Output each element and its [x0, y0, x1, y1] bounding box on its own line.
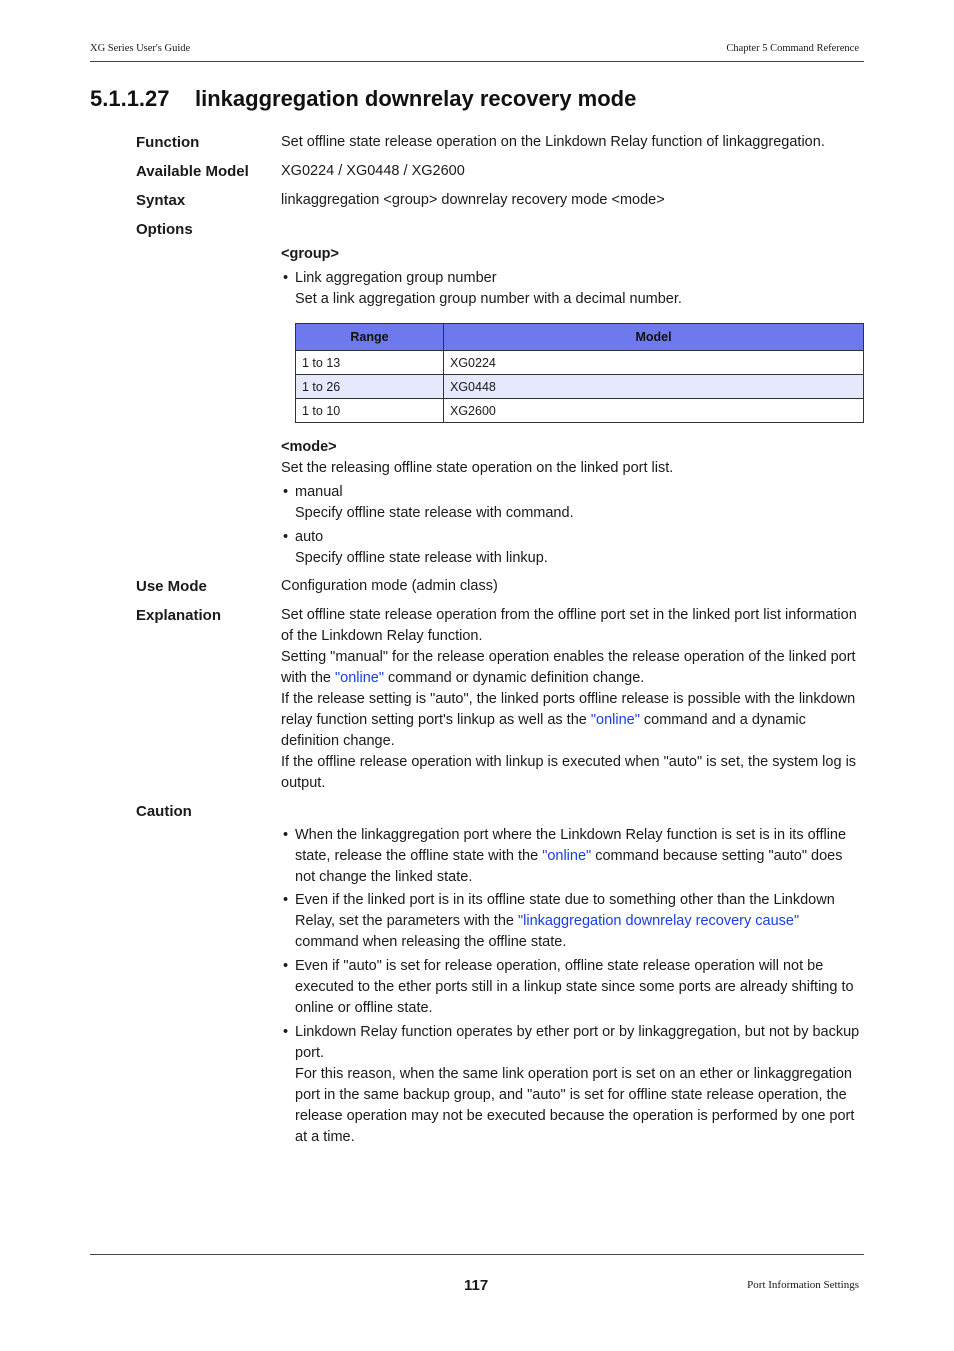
table-cell-range: 1 to 10 [296, 399, 444, 423]
bullet-icon: • [283, 892, 289, 908]
explanation-p2-text: Setting "manual" for the release operation enables the release operation of the linked port with the [281, 649, 856, 686]
footer-section-name: Port Information Settings [747, 1279, 859, 1291]
table-cell-model: XG0224 [444, 351, 864, 375]
section-heading [90, 86, 636, 112]
online-link[interactable]: "online" [542, 848, 592, 864]
recovery-cause-link[interactable]: "linkaggregation downrelay recovery cause" [517, 913, 800, 929]
explanation-p3-text-end: command and a dynamic definition change. [281, 712, 806, 749]
section-number: 5.1.1.27 [90, 86, 170, 111]
header-guide-title: XG Series User's Guide [90, 43, 191, 54]
explanation-p4: If the offline release operation with linkup is executed when "auto" is set, the system log is output. [281, 754, 857, 791]
table-row [296, 351, 864, 375]
caution-text-end: command when releasing the offline state. [295, 934, 567, 950]
group-range-table [295, 323, 864, 423]
bullet-icon: • [283, 827, 289, 843]
function-text: Set offline state release operation on the Linkdown Relay function of linkaggregation. [281, 134, 825, 150]
explanation-p2-text-end: command or dynamic definition change. [384, 670, 645, 686]
caution-text-more: For this reason, when the same link operation port is set on an ether or linkaggregation port in the same backup group, and "auto" is set for offline state release operation, the release operation may not be executed because the operation is performed by one port at a time. [295, 1066, 855, 1145]
table-cell-range: 1 to 13 [296, 351, 444, 375]
bullet-icon: • [283, 958, 289, 974]
mode-manual-bullet [281, 482, 863, 524]
table-header-model: Model [444, 324, 864, 351]
table-header-range: Range [296, 324, 444, 351]
bullet-icon: • [283, 484, 289, 500]
caution-text-end: command because setting "auto" does not change the linked state. [295, 848, 843, 885]
explanation-text [281, 605, 863, 794]
table-header-row [296, 324, 864, 351]
bullet-icon: • [283, 529, 289, 545]
option-group-name: <group> [281, 246, 340, 262]
group-bullet [281, 268, 863, 310]
table-row [296, 399, 864, 423]
group-bullet-title: Link aggregation group number [295, 270, 497, 286]
mode-auto-bullet [281, 527, 863, 569]
table-cell-range: 1 to 26 [296, 375, 444, 399]
option-mode-name: <mode> [281, 439, 337, 455]
table-row [296, 375, 864, 399]
explanation-p3 [281, 689, 863, 752]
mode-manual-desc: Specify offline state release with command. [295, 505, 574, 521]
page-number: 117 [464, 1277, 489, 1294]
caution-text: When the linkaggregation port where the Linkdown Relay function is set is in its offline state, release the offline state with the [295, 827, 847, 864]
use-mode-text: Configuration mode (admin class) [281, 578, 498, 594]
table-cell-model: XG2600 [444, 399, 864, 423]
section-title: linkaggregation downrelay recovery mode [195, 86, 637, 111]
label-syntax: Syntax [136, 192, 186, 209]
label-options: Options [136, 221, 193, 238]
caution-text: Even if the linked port is in its offline state due to something other than the Linkdown Relay, set the parameters with the [295, 892, 835, 929]
label-available-model: Available Model [136, 163, 249, 180]
label-use-mode: Use Mode [136, 578, 207, 595]
caution-text: Even if "auto" is set for release operation, offline state release operation will not be executed to the ether ports still in a linkup state since some ports are already shifting to online or offline state. [295, 958, 854, 1016]
explanation-p2 [281, 647, 863, 689]
mode-auto-desc: Specify offline state release with linkup. [295, 550, 548, 566]
page-header [90, 43, 864, 62]
caution-item [281, 956, 863, 1019]
bullet-icon: • [283, 1024, 289, 1040]
explanation-p3-text: If the release setting is "auto", the linked ports offline release is possible with the linkdown relay function setting port's linkup as well as the [281, 691, 856, 728]
caution-text: Linkdown Relay function operates by ether port or by linkaggregation, but not by backup port. [295, 1024, 860, 1061]
mode-manual-title: manual [295, 484, 343, 500]
label-explanation: Explanation [136, 607, 222, 624]
online-link[interactable]: "online" [335, 670, 384, 686]
online-link[interactable]: "online" [590, 712, 640, 728]
syntax-text: linkaggregation <group> downrelay recovery mode <mode> [281, 192, 665, 208]
bullet-icon: • [283, 270, 289, 286]
footer-rule [90, 1254, 864, 1255]
table-cell-model: XG0448 [444, 375, 864, 399]
caution-item [281, 890, 863, 953]
available-model-text: XG0224 / XG0448 / XG2600 [281, 163, 465, 179]
label-caution: Caution [136, 803, 192, 820]
caution-item [281, 825, 863, 888]
label-function: Function [136, 134, 200, 151]
mode-desc: Set the releasing offline state operation on the linked port list. [281, 460, 674, 476]
mode-auto-title: auto [295, 529, 324, 545]
group-bullet-desc: Set a link aggregation group number with a decimal number. [295, 291, 682, 307]
explanation-p1: Set offline state release operation from the offline port set in the linked port list information of the Linkdown Relay function. [281, 607, 857, 644]
header-chapter: Chapter 5 Command Reference [726, 43, 859, 54]
caution-item [281, 1022, 863, 1148]
